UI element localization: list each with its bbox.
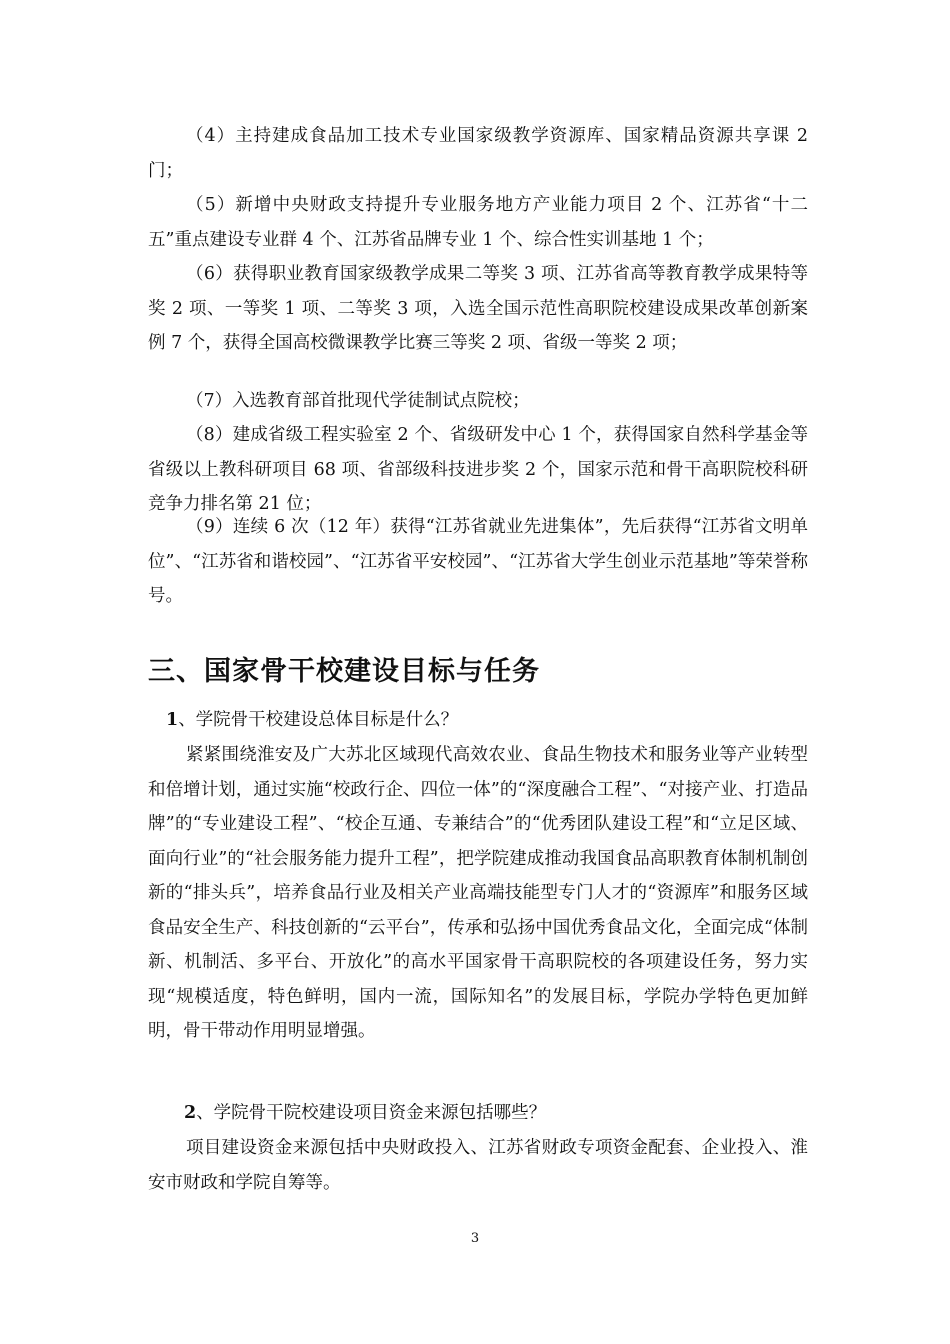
question-number: 1 xyxy=(166,710,179,730)
page-number: 3 xyxy=(470,1231,480,1246)
question-text: 、学院骨干院校建设项目资金来源包括哪些？ xyxy=(196,1103,547,1123)
list-item: （9）连续 6 次（12 年）获得“江苏省就业先进集体”，先后获得“江苏省文明单位”、“江苏省和谐校园”、“江苏省平安校园”、“江苏省大学生创业示范基地”等荣誉称号。 xyxy=(148,517,808,606)
question-2 xyxy=(184,1096,546,1131)
list-item: （7）入选教育部首批现代学徒制试点院校； xyxy=(186,391,530,411)
question-number: 2 xyxy=(184,1103,197,1123)
list-item: （5）新增中央财政支持提升专业服务地方产业能力项目 2 个、江苏省“十二五”重点建设专业群 4 个、江苏省品牌专业 1 个、综合性实训基地 1 个； xyxy=(148,195,808,250)
answer-2: 项目建设资金来源包括中央财政投入、江苏省财政专项资金配套、企业投入、淮安市财政和学院自筹等。 xyxy=(148,1138,808,1193)
list-item: （4）主持建成食品加工技术专业国家级教学资源库、国家精品资源共享课 2 门； xyxy=(148,126,808,181)
question-1 xyxy=(166,703,458,738)
list-item: （8）建成省级工程实验室 2 个、省级研发中心 1 个，获得国家自然科学基金等省级以上教科研项目 68 项、省部级科技进步奖 2 个，国家示范和骨干高职院校科研竞争力排名第 21 位； xyxy=(148,425,808,514)
list-item: （6）获得职业教育国家级教学成果二等奖 3 项、江苏省高等教育教学成果特等奖 2 项、一等奖 1 项、二等奖 3 项，入选全国示范性高职院校建设成果改革创新案例 7 个，获得全国高校微课教学比赛三等奖 2 项、省级一等奖 2 项； xyxy=(148,264,808,353)
question-text: 、学院骨干校建设总体目标是什么？ xyxy=(178,710,459,730)
answer-1: 紧紧围绕淮安及广大苏北区域现代高效农业、食品生物技术和服务业等产业转型和倍增计划，通过实施“校政行企、四位一体”的“深度融合工程”、“对接产业、打造品牌”的“专业建设工程”、“校企互通、专兼结合”的“优秀团队建设工程”和“立足区域、面向行业”的“社会服务能力提升工程”，把学院建成推动我国食品高职教育体制机制创新的“排头兵”，培养食品行业及相关产业高端技能型专门人才的“资源库”和服务区域食品安全生产、科技创新的“云平台”，传承和弘扬中国优秀食品文化，全面完成“体制新、机制活、多平台、开放化”的高水平国家骨干高职院校的各项建设任务，努力实现“规模适度，特色鲜明，国内一流，国际知名”的发展目标，学院办学特色更加鲜明，骨干带动作用明显增强。 xyxy=(148,745,808,1041)
section-heading: 三、国家骨干校建设目标与任务 xyxy=(148,656,540,687)
